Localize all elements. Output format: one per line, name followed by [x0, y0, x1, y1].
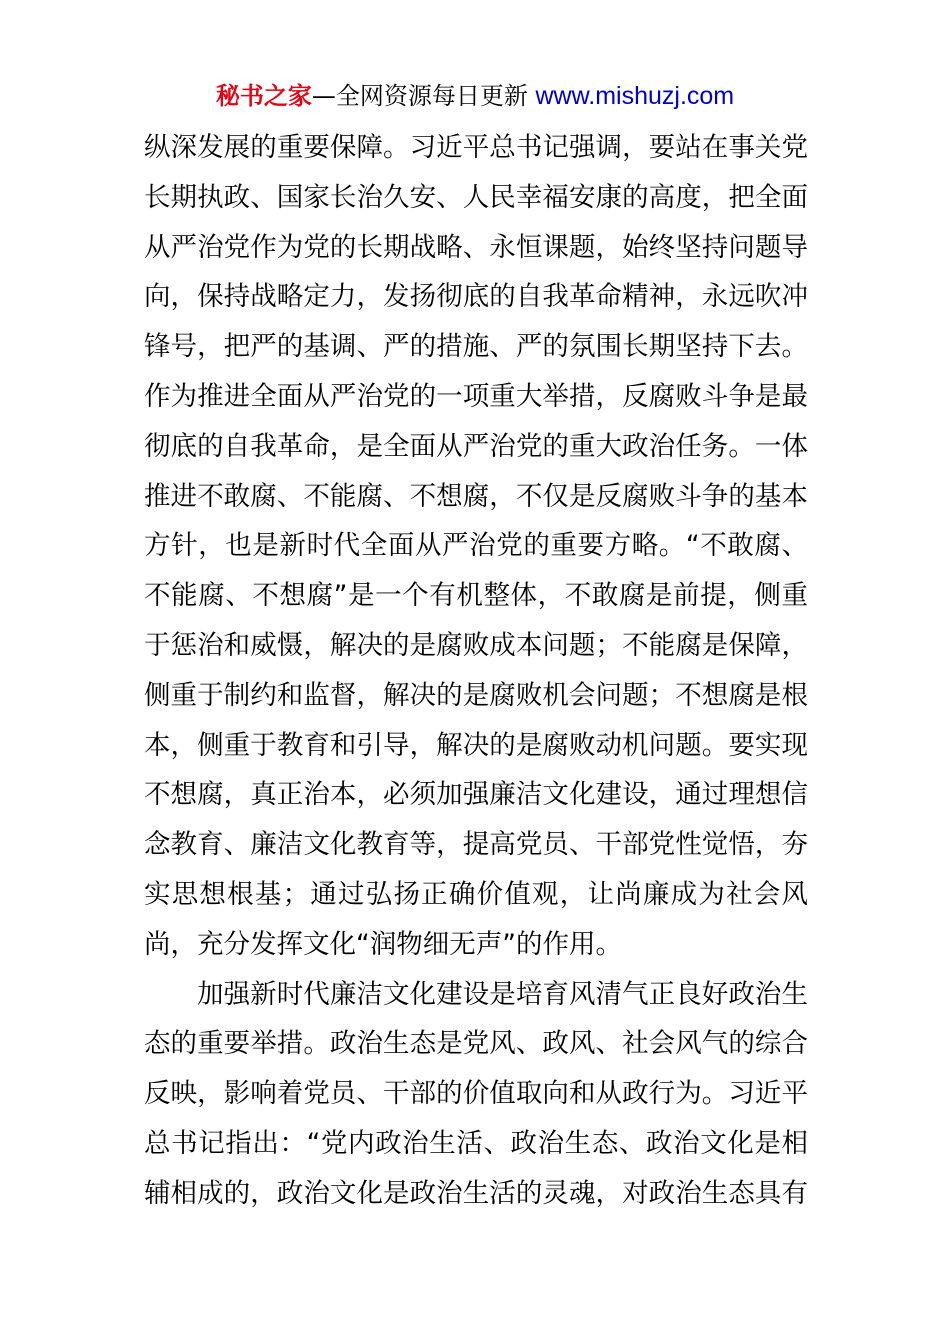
header-tagline: —全网资源每日更新 [311, 82, 528, 110]
text-line: 锋号，把严的基调、严的措施、严的氛围长期坚持下去。 [144, 331, 808, 363]
text-line: 推进不敢腐、不能腐、不想腐，不仅是反腐败斗争的基本 [144, 480, 808, 512]
site-url[interactable]: www.mishuzj.com [535, 82, 735, 110]
text-line: 尚，充分发挥文化“润物细无声”的作用。 [144, 928, 622, 960]
text-line: 不能腐、不想腐”是一个有机整体，不敢腐是前提，侧重 [144, 580, 808, 612]
paragraph-2 [144, 970, 808, 1219]
paragraph-1 [144, 123, 808, 970]
text-line: 辅相成的，政治文化是政治生活的灵魂，对政治生态具有 [144, 1177, 808, 1209]
page-header [0, 80, 950, 112]
text-line: 态的重要举措。政治生态是党风、政风、社会风气的综合 [144, 1028, 808, 1060]
text-line: 不想腐，真正治本，必须加强廉洁文化建设，通过理想信 [144, 779, 808, 811]
text-line: 念教育、廉洁文化教育等，提高党员、干部党性觉悟，夯 [144, 829, 808, 861]
text-line: 侧重于制约和监督，解决的是腐败机会问题；不想腐是根 [144, 679, 808, 711]
text-line: 加强新时代廉洁文化建设是培育风清气正良好政治生 [197, 978, 808, 1010]
document-body [144, 123, 808, 1219]
text-line: 作为推进全面从严治党的一项重大举措，反腐败斗争是最 [144, 380, 808, 412]
text-line: 反映，影响着党员、干部的价值取向和从政行为。习近平 [144, 1078, 808, 1110]
brand-name: 秘书之家 [215, 82, 312, 110]
text-line: 于惩治和威慑，解决的是腐败成本问题；不能腐是保障， [144, 629, 808, 661]
text-line: 本，侧重于教育和引导，解决的是腐败动机问题。要实现 [144, 729, 808, 761]
text-line: 向，保持战略定力，发扬彻底的自我革命精神，永远吹冲 [144, 281, 808, 313]
text-line: 彻底的自我革命，是全面从严治党的重大政治任务。一体 [144, 430, 808, 462]
text-line: 总书记指出：“党内政治生活、政治生态、政治文化是相 [144, 1127, 808, 1159]
text-line: 方针，也是新时代全面从严治党的重要方略。“不敢腐、 [144, 530, 808, 562]
text-line: 实思想根基；通过弘扬正确价值观，让尚廉成为社会风 [144, 878, 808, 910]
text-line: 从严治党作为党的长期战略、永恒课题，始终坚持问题导 [144, 231, 808, 263]
text-line: 长期执政、国家长治久安、人民幸福安康的高度，把全面 [144, 181, 808, 213]
text-line: 纵深发展的重要保障。习近平总书记强调，要站在事关党 [144, 132, 808, 163]
